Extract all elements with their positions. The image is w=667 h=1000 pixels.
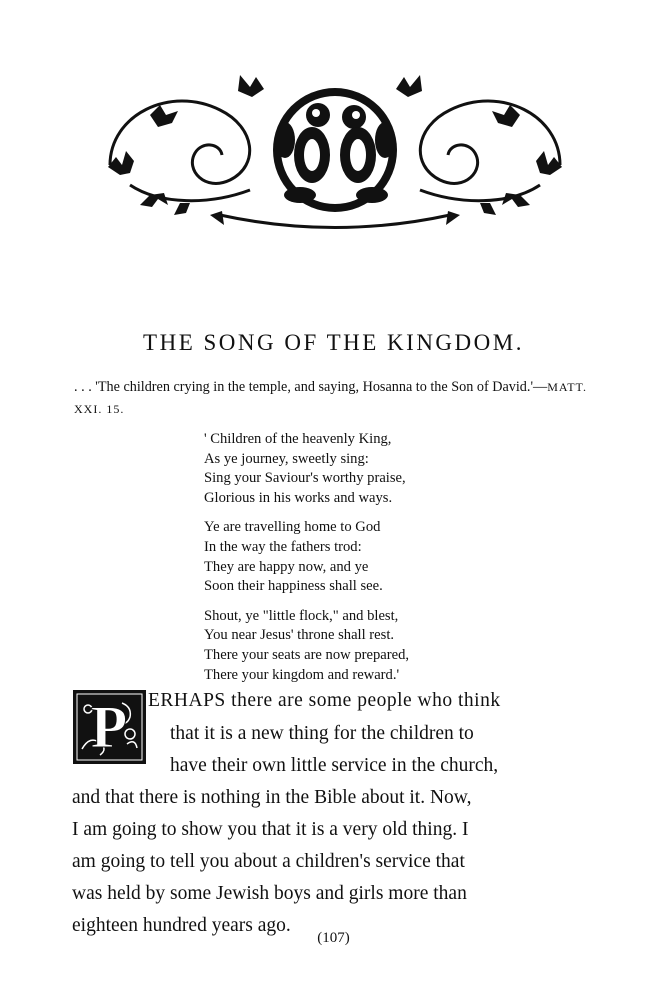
drop-cap <box>72 689 147 765</box>
poem-line: Shout, ye "little flock," and blest, <box>204 607 399 624</box>
body-line <box>148 690 501 712</box>
body-line: was held by some Jewish boys and girls more than <box>72 883 467 904</box>
epigraph <box>74 376 590 420</box>
poem-line: There your kingdom and reward.' <box>204 666 400 683</box>
poem-line: Glorious in his works and ways. <box>204 489 393 506</box>
body-line: have their own little service in the church, <box>170 755 499 776</box>
poem-line: Soon their happiness shall see. <box>204 578 383 595</box>
body-line: eighteen hundred years ago. <box>72 915 291 936</box>
poem-stanza <box>204 430 409 508</box>
poem-line: In the way the fathers trod: <box>204 538 362 555</box>
body-line: that it is a new thing for the children to <box>170 723 474 744</box>
epigraph-quote: . . . 'The children crying in the temple, and saying, Hosanna to the Son of David.'— <box>74 379 548 395</box>
page-number: (107) <box>317 930 350 946</box>
body-line: I am going to show you that it is a very old thing. I <box>72 819 469 840</box>
drop-cap-letter: P <box>90 694 128 760</box>
poem <box>204 430 409 695</box>
poem-line: Sing your Saviour's worthy praise, <box>204 470 406 487</box>
poem-line: Ye are travelling home to God <box>204 519 381 536</box>
body-line-text: ERHAPS there are some people who think <box>148 690 501 711</box>
epigraph-citation: MATT. XXI. 15. <box>74 380 587 416</box>
poem-stanza <box>204 518 409 596</box>
poem-line: You near Jesus' throne shall rest. <box>204 627 395 644</box>
body-line: and that there is nothing in the Bible about it. Now, <box>72 787 472 808</box>
header-ornament <box>90 55 580 235</box>
body-line: am going to tell you about a children's service that <box>72 851 465 872</box>
poem-line: There your seats are now prepared, <box>204 646 410 663</box>
poem-line: As ye journey, sweetly sing: <box>204 450 369 467</box>
poem-stanza <box>204 607 409 685</box>
poem-line: ' Children of the heavenly King, <box>204 431 392 447</box>
poem-line: They are happy now, and ye <box>204 558 369 575</box>
chapter-title: THE SONG OF THE KINGDOM. <box>143 330 524 355</box>
